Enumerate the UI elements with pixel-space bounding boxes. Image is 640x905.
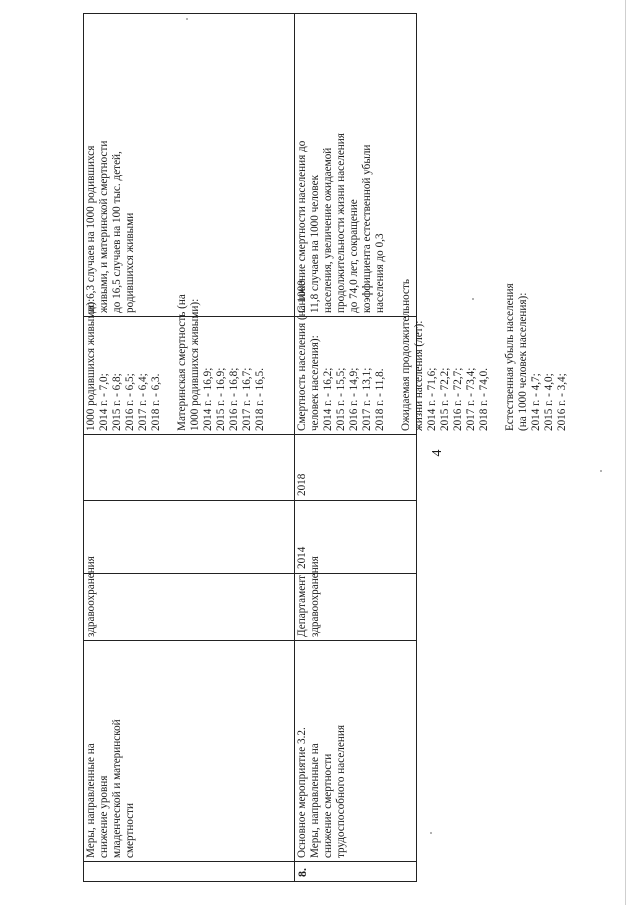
row1-start-year-cell (84, 500, 295, 573)
row1-result-line: до 16,5 случаев на 100 тыс. детей, (111, 151, 123, 313)
row1-maternal-line: 2014 г. - 16,9; (202, 367, 214, 431)
row2-number-cell (295, 861, 417, 881)
row2-number: 8. (295, 868, 309, 877)
row1-result-cell (84, 13, 295, 316)
row1-infant-line: 2017 г. - 6,4; (137, 373, 149, 431)
row1-result-line: до 6,3 случаев на 1000 родившихся (85, 145, 97, 313)
row2-measure-cell (295, 640, 417, 861)
row2-end-year-cell (295, 434, 417, 500)
row1-result-line: живыми, и материнской смертности (98, 140, 110, 313)
row2-measure-line: трудоспособного населения (335, 725, 347, 858)
program-measures-table (83, 13, 568, 882)
row1-infant-line: 2016 г. - 6,5; (124, 373, 136, 431)
row2-natural-decline-line: 2016 г. - 3,4; (556, 373, 568, 431)
row2-life-expectancy-line: Ожидаемая продолжительность (400, 279, 412, 431)
row1-maternal-line: 2016 г. - 16,8; (228, 367, 240, 431)
row2-life-expectancy-line: 2014 г. - 71,6; (426, 367, 438, 431)
row2-natural-decline-line: 2014 г. - 4,7; (530, 373, 542, 431)
row2-end-year: 2018 (296, 473, 308, 496)
row2-result-line: коэффициента естественной убыли (361, 144, 373, 313)
row1-measure-line: снижение уровня (98, 775, 110, 858)
row2-life-expectancy-line: 2016 г. - 72,7; (452, 367, 464, 431)
row2-mortality-line: 2018 г. - 11,8. (374, 368, 386, 431)
row2-life-expectancy-line: 2017 г. - 73,4; (465, 367, 477, 431)
row1-infant-line: 1000 родившихся живыми): (85, 298, 97, 431)
row2-measure-line: Основное мероприятие 3.2. (296, 727, 308, 858)
scan-speck (600, 470, 602, 472)
row1-maternal-line: 1000 родившихся живыми): (189, 298, 201, 431)
scan-speck (430, 832, 432, 834)
row2-measure-line: снижение смертности (322, 753, 334, 858)
row2-result-cell (295, 13, 417, 316)
row2-natural-decline-line: Естественная убыль населения (504, 283, 516, 431)
row2-life-expectancy-line: 2018 г. - 74,0. (478, 368, 490, 431)
row2-natural-decline-line: 2015 г. - 4,0; (543, 373, 555, 431)
row1-maternal-line: 2015 г. - 16,9; (215, 367, 227, 431)
row1-maternal-line: Материнская смертность (на (176, 294, 188, 431)
row1-measure-line: смертности (124, 802, 136, 858)
row1-infant-line: 2015 г. - 6,8; (111, 373, 123, 431)
page-number: 4 (430, 449, 445, 457)
row2-result-line: населения до 0,3 (374, 233, 386, 313)
row1-executor-line: здравоохранения (85, 556, 97, 637)
rotated-table-wrapper (83, 14, 568, 882)
row1-number-cell (84, 861, 295, 881)
row2-life-expectancy-line: жизни населения (лет): (413, 320, 425, 431)
row1-result-line: родившихся живыми (124, 212, 136, 313)
row1-measure-cell (84, 640, 295, 861)
row1-end-year-cell (84, 434, 295, 500)
row1-maternal-line: 2017 г. - 16,7; (241, 367, 253, 431)
row2-result-line: продолжительности жизни населения (335, 133, 347, 313)
row2-natural-decline-line: (на 1000 человек населения): (517, 292, 529, 431)
row2-mortality-line: 2014 г. - 16,2; (322, 367, 334, 431)
row1-measure-line: Меры, направленные на (85, 743, 97, 858)
row2-indicators-cell (295, 279, 568, 434)
row1-indicators-cell (84, 294, 295, 434)
row2-result-line: населения, увеличение ожидаемой (322, 147, 334, 313)
row2-executor-line: здравоохранения (309, 556, 321, 637)
row2-start-year-cell (295, 500, 417, 573)
row1-executor-cell (84, 556, 295, 640)
row2-start-year: 2014 (296, 546, 308, 569)
row2-life-expectancy-line: 2015 г. - 72,2; (439, 367, 451, 431)
scan-speck (472, 298, 474, 300)
row1-measure-line: младенческой и материнской (111, 719, 123, 858)
row2-measure-line: Меры, направленные на (309, 743, 321, 858)
row2-result-line: до 74,0 лет, сокращение (348, 199, 360, 313)
row2-result-line: Снижение смертности населения до (296, 140, 308, 313)
row2-mortality-line: Смертность населения (на 1000 (296, 280, 308, 431)
row2-mortality-line: человек населения): (309, 335, 321, 431)
row2-mortality-line: 2017 г. - 13,1; (361, 367, 373, 431)
row1-maternal-line: 2018 г. - 16,5. (254, 368, 266, 431)
row1-infant-line: 2014 г. - 7,0; (98, 373, 110, 431)
row2-mortality-line: 2015 г. - 15,5; (335, 367, 347, 431)
row1-infant-line: 2018 г. - 6,3. (150, 373, 162, 431)
scan-page-edge (625, 0, 626, 905)
row2-mortality-line: 2016 г. - 14,9; (348, 367, 360, 431)
row2-executor-line: Департамент (296, 574, 308, 637)
row2-result-line: 11,8 случаев на 1000 человек (309, 174, 321, 313)
